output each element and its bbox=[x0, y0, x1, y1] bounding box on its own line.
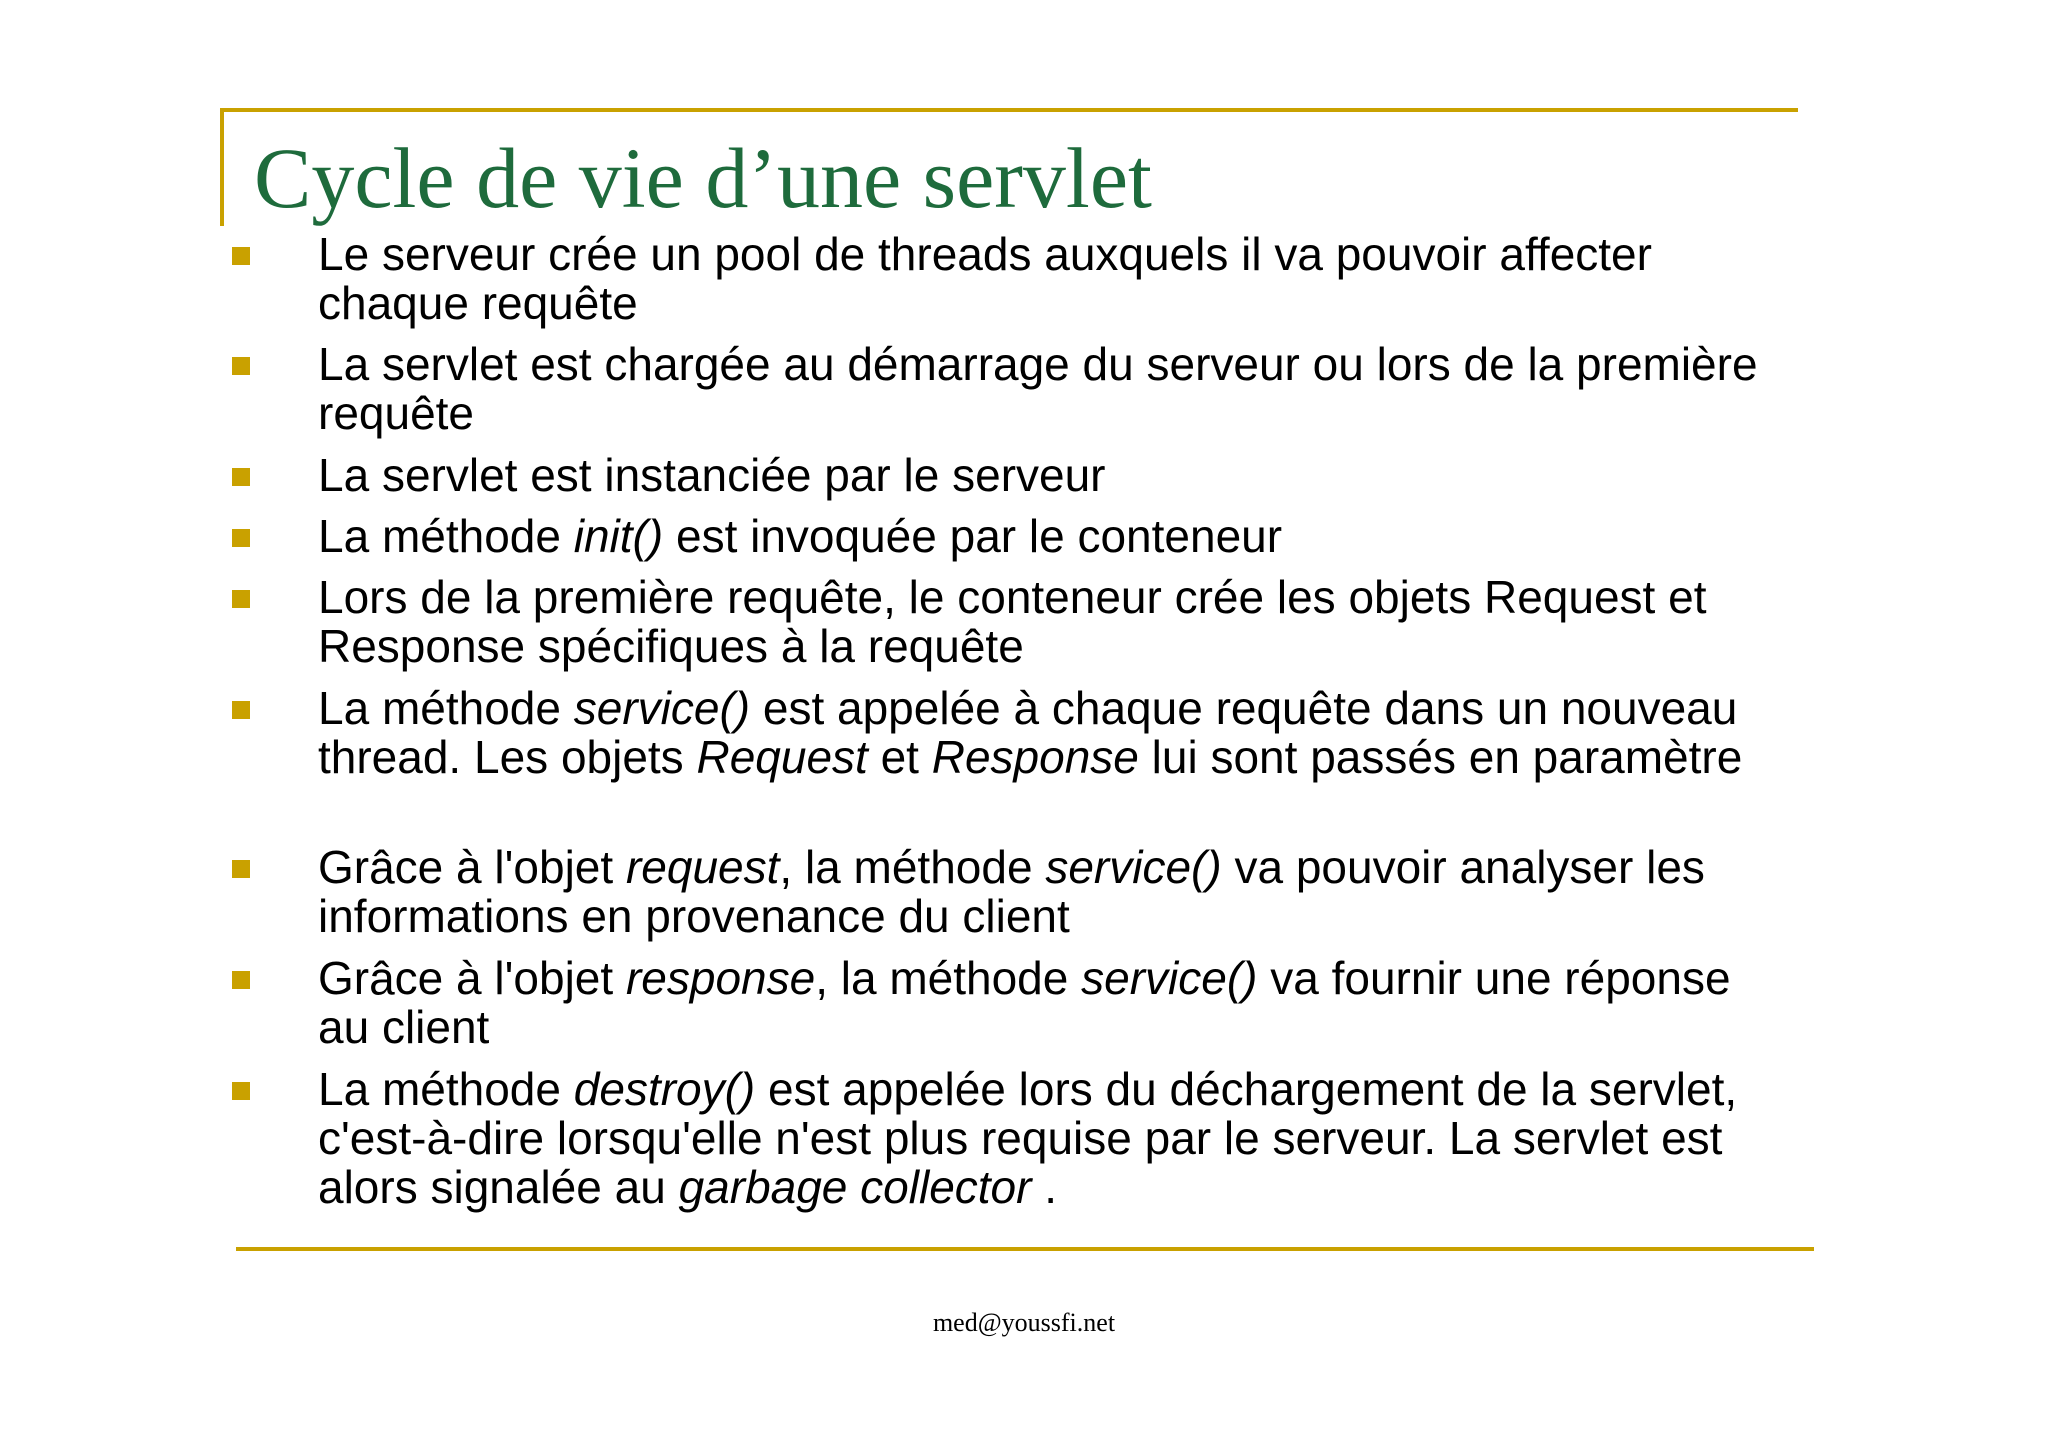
emphasized-term: service() bbox=[1045, 841, 1222, 893]
text-run: La méthode bbox=[318, 1063, 574, 1115]
bullet-text bbox=[318, 952, 1731, 1053]
text-run: Grâce à l'objet bbox=[318, 952, 626, 1004]
square-bullet-icon bbox=[232, 860, 250, 878]
bullet-text bbox=[318, 682, 1742, 783]
top-rule bbox=[220, 108, 1798, 112]
square-bullet-icon bbox=[232, 971, 250, 989]
bullet-item bbox=[318, 340, 1778, 438]
bullet-item bbox=[318, 451, 1778, 500]
emphasized-term: service() bbox=[573, 682, 751, 734]
text-run: Lors de la première requête, le conteneur crée les objets Request et Response spécifiques à la requête bbox=[318, 571, 1707, 672]
square-bullet-icon bbox=[232, 529, 250, 547]
bullet-item bbox=[318, 573, 1778, 671]
text-run: est invoquée par le conteneur bbox=[663, 510, 1283, 562]
bottom-rule bbox=[236, 1247, 1814, 1251]
square-bullet-icon bbox=[232, 468, 250, 486]
text-run: La servlet est instanciée par le serveur bbox=[318, 449, 1106, 501]
text-run: La méthode bbox=[318, 682, 574, 734]
bullet-text bbox=[318, 571, 1706, 672]
bullet-item bbox=[318, 684, 1778, 782]
text-run: , la méthode bbox=[779, 841, 1046, 893]
text-run: , la méthode bbox=[815, 952, 1082, 1004]
left-rule bbox=[220, 108, 224, 226]
emphasized-term: Response bbox=[931, 731, 1139, 783]
bullet-item bbox=[318, 230, 1778, 328]
bullet-item bbox=[318, 843, 1778, 941]
footer-email: med@youssfi.net bbox=[932, 1308, 1116, 1337]
slide-title: Cycle de vie d’une servlet bbox=[254, 130, 1152, 226]
text-run: . bbox=[1031, 1161, 1058, 1213]
text-run: va pouvoir analyser les informations en provenance du client bbox=[318, 841, 1705, 942]
emphasized-term: garbage collector bbox=[678, 1161, 1032, 1213]
text-run: Grâce à l'objet bbox=[318, 841, 626, 893]
bullet-item bbox=[318, 1065, 1778, 1212]
emphasized-term: destroy() bbox=[573, 1063, 756, 1115]
square-bullet-icon bbox=[232, 247, 250, 265]
bullet-item bbox=[318, 512, 1778, 561]
text-run: lui sont passés en paramètre bbox=[1138, 731, 1743, 783]
bullet-text bbox=[318, 449, 1106, 501]
text-run: est appelée lors du déchargement de la servlet, c'est-à-dire lorsqu'elle n'est plus requise par le serveur. La servlet est alors signalée au bbox=[318, 1063, 1738, 1213]
text-run: est appelée à chaque requête dans un nouveau thread. Les objets bbox=[318, 682, 1738, 783]
emphasized-term: response bbox=[625, 952, 816, 1004]
emphasized-term: Request bbox=[696, 731, 868, 783]
emphasized-term: init() bbox=[573, 510, 664, 562]
emphasized-term: service() bbox=[1081, 952, 1258, 1004]
bullet-text bbox=[318, 841, 1705, 942]
square-bullet-icon bbox=[232, 357, 250, 375]
emphasized-term: request bbox=[625, 841, 780, 893]
bullet-text bbox=[318, 1063, 1737, 1213]
bullet-text bbox=[318, 338, 1758, 439]
text-run: La méthode bbox=[318, 510, 574, 562]
text-run: et bbox=[867, 731, 932, 783]
text-run: La servlet est chargée au démarrage du serveur ou lors de la première requête bbox=[318, 338, 1758, 439]
square-bullet-icon bbox=[232, 1082, 250, 1100]
bullet-item bbox=[318, 954, 1778, 1052]
text-run: va fournir une réponse au client bbox=[318, 952, 1731, 1053]
bullet-text bbox=[318, 510, 1282, 562]
square-bullet-icon bbox=[232, 701, 250, 719]
square-bullet-icon bbox=[232, 590, 250, 608]
bullet-text bbox=[318, 228, 1652, 329]
text-run: Le serveur crée un pool de threads auxquels il va pouvoir affecter chaque requête bbox=[318, 228, 1652, 329]
